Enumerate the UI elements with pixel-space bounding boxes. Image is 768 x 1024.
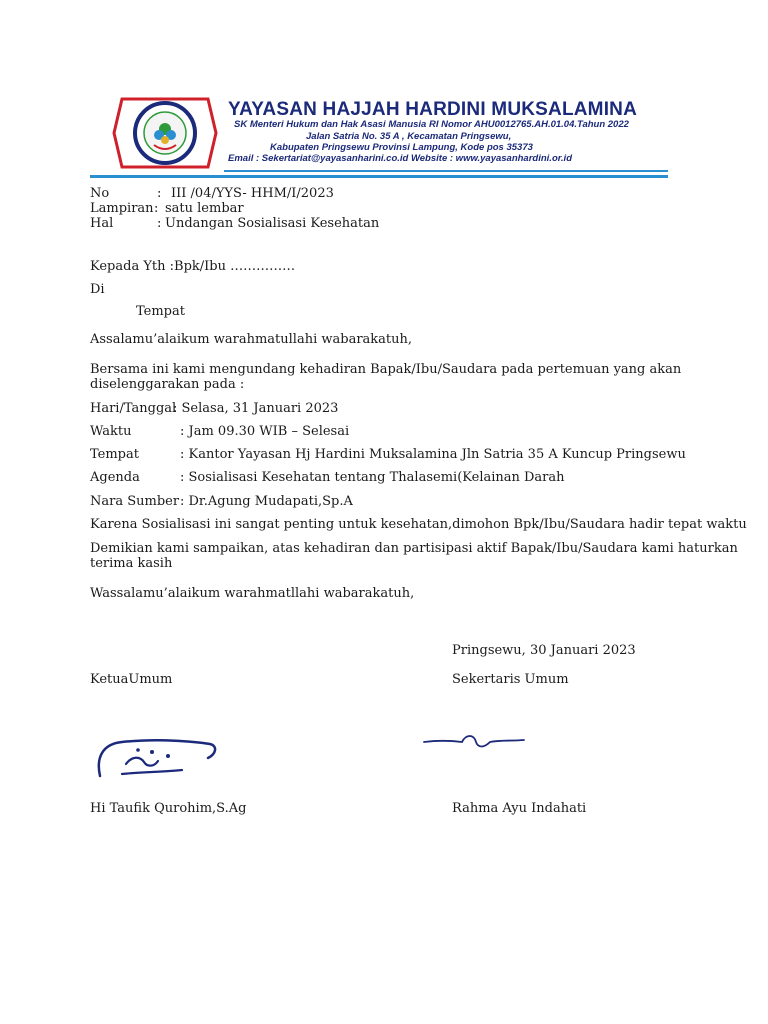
detail-label-date: Hari/Tanggal <box>90 401 177 416</box>
intro-line-2: diselenggarakan pada : <box>90 377 245 392</box>
field-value-no: III /04/YYS- HHM/I/2023 <box>171 186 334 201</box>
detail-value-agenda: : Sosialisasi Kesehatan tentang Thalasemi(Kelainan Darah <box>180 470 565 485</box>
recipient-line: Kepada Yth :Bpk/Ibu …………… <box>90 259 296 274</box>
detail-label-speaker: Nara Sumber <box>90 494 180 509</box>
address-line-2: Kabupaten Pringsewu Provinsi Lampung, Kode pos 35373 <box>270 142 533 153</box>
detail-value-date: : Selasa, 31 Januari 2023 <box>173 401 339 416</box>
greeting: Assalamu’alaikum warahmatullahi wabarakatuh, <box>90 332 413 347</box>
closing-note: Karena Sosialisasi ini sangat penting untuk kesehatan,dimohon Bpk/Ibu/Saudara hadir tepat waktu <box>90 517 747 532</box>
detail-value-time: : Jam 09.30 WIB – Selesai <box>180 424 350 439</box>
sk-line: SK Menteri Hukum dan Hak Asasi Manusia RI Nomor AHU0012765.AH.01.04.Tahun 2022 <box>234 119 629 130</box>
recipient-di: Di <box>90 282 105 297</box>
left-signature-scribble <box>92 734 222 782</box>
detail-value-place: : Kantor Yayasan Hj Hardini Muksalamina Jln Satria 35 A Kuncup Pringsewu <box>180 447 686 462</box>
right-signer-title: Sekertaris Umum <box>452 672 569 687</box>
left-signer-name: Hi Taufik Qurohim,S.Ag <box>90 801 247 816</box>
org-name: YAYASAN HAJJAH HARDINI MUKSALAMINA <box>228 99 638 120</box>
foundation-logo <box>110 95 220 171</box>
intro-line-1: Bersama ini kami mengundang kehadiran Bapak/Ibu/Saudara pada pertemuan yang akan <box>90 362 682 377</box>
closing-salam: Wassalamu’alaikum warahmatllahi wabarakatuh, <box>90 586 415 601</box>
detail-label-agenda: Agenda <box>90 470 140 485</box>
field-value-lampiran: satu lembar <box>165 201 244 216</box>
address-line-1: Jalan Satria No. 35 A , Kecamatan Pringsewu, <box>306 131 512 142</box>
thanks-line-2: terima kasih <box>90 556 173 571</box>
letterhead-rule <box>90 175 668 178</box>
right-signer-name: Rahma Ayu Indahati <box>452 801 587 816</box>
thanks-line-1: Demikian kami sampaikan, atas kehadiran dan partisipasi aktif Bapak/Ibu/Saudara kami haturkan <box>90 541 738 556</box>
letterhead-rule-top <box>224 170 668 172</box>
field-value-hal: Undangan Sosialisasi Kesehatan <box>165 216 380 231</box>
recipient-tempat: Tempat <box>136 304 185 319</box>
field-sep-hal: : <box>157 216 162 231</box>
detail-value-speaker: : Dr.Agung Mudapati,Sp.A <box>180 494 353 509</box>
left-signer-title: KetuaUmum <box>90 672 173 687</box>
field-sep-lampiran: : <box>154 201 159 216</box>
detail-label-time: Waktu <box>90 424 132 439</box>
right-signature-scribble <box>420 728 530 754</box>
detail-label-place: Tempat <box>90 447 139 462</box>
place-date: Pringsewu, 30 Januari 2023 <box>452 643 636 658</box>
contact-line: Email : Sekertariat@yayasanharini.co.id Website : www.yayasanhardini.or.id <box>228 153 572 164</box>
field-label-lampiran: Lampiran <box>90 201 154 216</box>
field-sep-no: : <box>157 186 162 201</box>
field-label-hal: Hal <box>90 216 114 231</box>
field-label-no: No <box>90 186 110 201</box>
